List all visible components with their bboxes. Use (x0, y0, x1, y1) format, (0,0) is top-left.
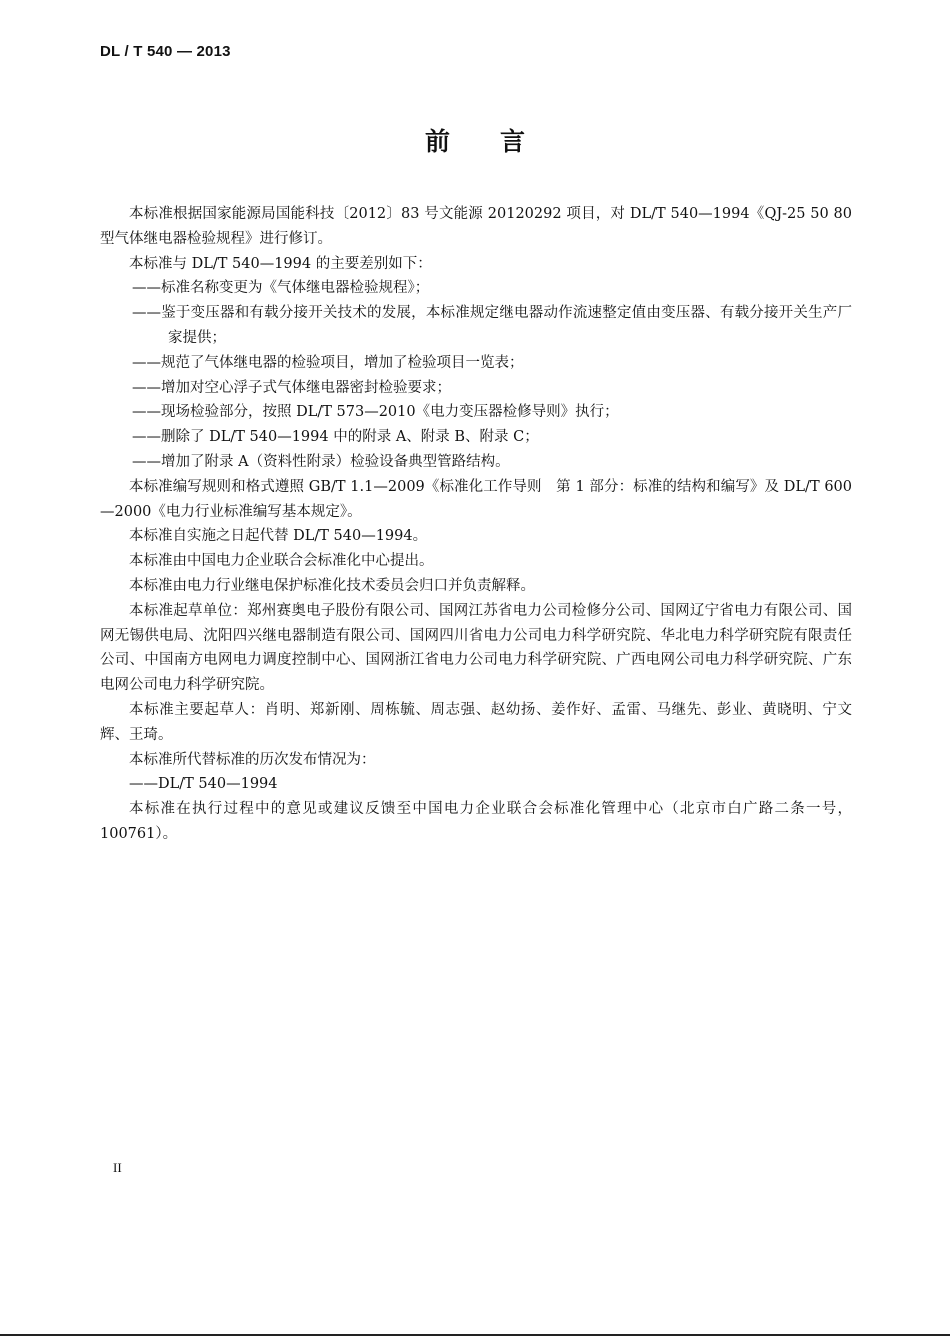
list-item: ——规范了气体继电器的检验项目，增加了检验项目一览表； (132, 354, 524, 371)
paragraph: 本标准自实施之日起代替 DL/T 540—1994。 (129, 528, 428, 545)
list-item: ——现场检验部分，按照 DL/T 573—2010《电力变压器检修导则》执行； (132, 404, 619, 421)
paragraph: ——DL/T 540—1994 (129, 776, 278, 793)
list-item: ——增加对空心浮子式气体继电器密封检验要求； (132, 379, 451, 396)
paragraph: 本标准与 DL/T 540—1994 的主要差别如下： (129, 255, 432, 272)
paragraph: 本标准起草单位：郑州赛奥电子股份有限公司、国网江苏省电力公司检修分公司、国网辽宁省电力有限公司、国网无锡供电局、沈阳四兴继电器制造有限公司、国网四川省电力公司电力科学研究院、华北电力科学研究院有限责任公司、中国南方电网电力调度控制中心、国网浙江省电力公司电力科学研究院、广西电网公司电力科学研究院、广东电网公司电力科学研究院。 (100, 602, 852, 694)
list-item: ——删除了 DL/T 540—1994 中的附录 A、附录 B、附录 C； (132, 429, 539, 446)
page-number: II (113, 1160, 122, 1175)
page-title: 前言 (424, 127, 575, 156)
paragraph: 本标准主要起草人：肖明、郑新刚、周栋毓、周志强、赵幼扬、姜作好、孟雷、马继先、彭业、黄晓明、宁文辉、王琦。 (100, 701, 852, 743)
foreword-body (100, 202, 852, 847)
list-item: ——鉴于变压器和有载分接开关技术的发展，本标准规定继电器动作流速整定值由变压器、有载分接开关生产厂家提供； (132, 305, 852, 346)
paragraph: 本标准在执行过程中的意见或建议反馈至中国电力企业联合会标准化管理中心（北京市白广路二条一号，100761）。 (100, 801, 852, 842)
paragraph: 本标准编写规则和格式遵照 GB/T 1.1—2009《标准化工作导则 第 1 部分：标准的结构和编写》及 DL/T 600—2000《电力行业标准编写基本规定》。 (100, 478, 852, 520)
document-code-header: DL / T 540 — 2013 (100, 43, 231, 60)
paragraph: 本标准由电力行业继电保护标准化技术委员会归口并负责解释。 (129, 577, 535, 594)
list-item: ——增加了附录 A（资料性附录）检验设备典型管路结构。 (132, 453, 510, 470)
paragraph: 本标准根据国家能源局国能科技〔2012〕83 号文能源 20120292 项目，对 DL/T 540—1994《QJ-25 50 80 型气体继电器检验规程》进行修订。 (100, 206, 852, 247)
page-bottom-border (0, 1334, 950, 1336)
paragraph: 本标准所代替标准的历次发布情况为： (129, 751, 376, 768)
paragraph: 本标准由中国电力企业联合会标准化中心提出。 (129, 553, 434, 570)
list-item: ——标准名称变更为《气体继电器检验规程》； (132, 280, 430, 297)
